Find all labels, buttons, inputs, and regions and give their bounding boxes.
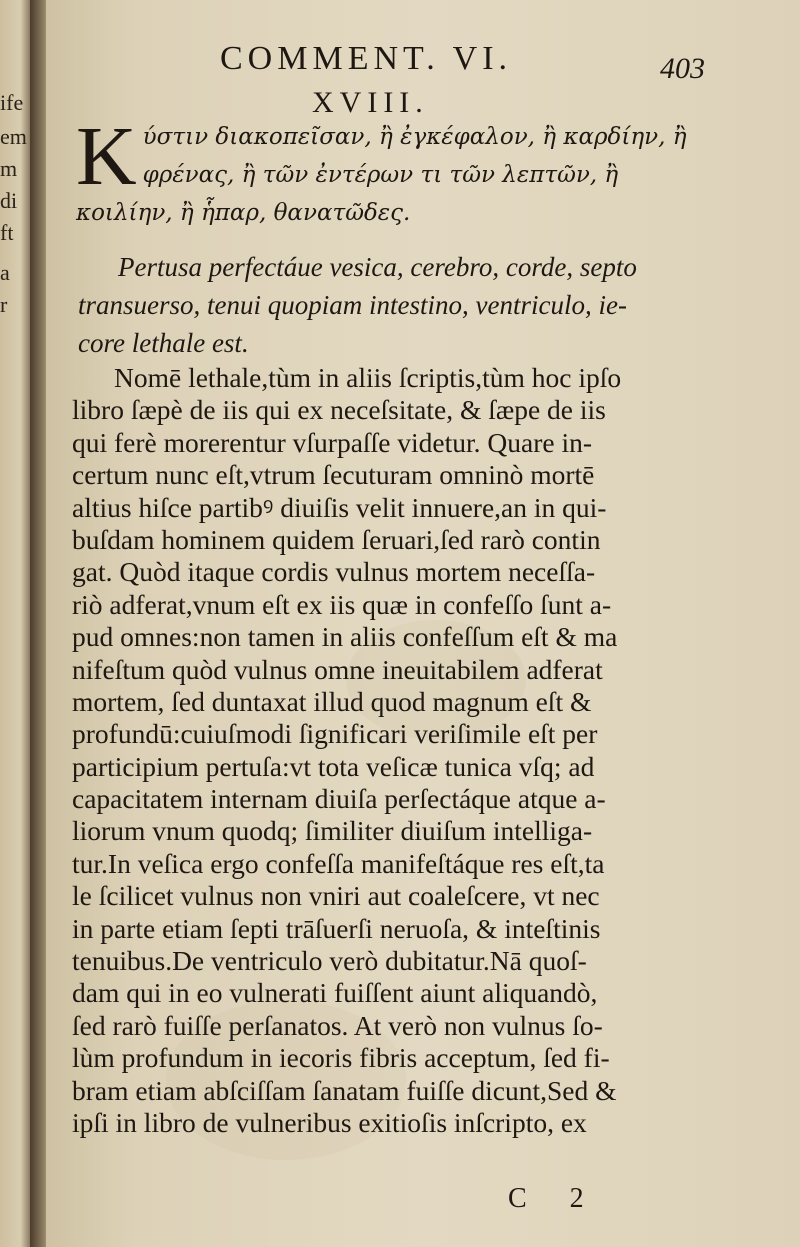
commentary-line: capacitatem internam diuiſa perſectáque atque a- [72,783,606,815]
greek-aphorism-text: ύστιν διακοπεῖσαν, ἢ ἐγκέφαλον, ἢ καρδίην, ἢ φρένας, ἢ τῶν ἐντέρων τι τῶν λεπτῶν, ἢ κοιλίην, ἢ ἧπαρ, θανατῶδες. [76,124,687,226]
commentary-line: nifeſtum quòd vulnus omne ineuitabilem adferat [72,653,603,685]
commentary-line: dam qui in eo vulnerati fuiſſent aiunt aliquandò, [72,977,598,1009]
commentary-line: gat. Quòd itaque cordis vulnus mortem neceſſa- [72,556,596,588]
greek-aphorism [76,110,716,232]
commentary-text [72,362,692,1139]
commentary-line: liorum vnum quodq; ſimiliter diuiſum intelliga- [72,815,593,847]
commentary-line: Nomē lethale,tùm in aliis ſcriptis,tùm hoc ipſo [114,362,622,393]
latin-aphorism [78,248,690,362]
commentary-line: altius hiſce partibꝰ diuiſis velit innuere,an in qui- [72,491,607,523]
margin-fragment: m [0,158,18,180]
commentary-line: in parte etiam ſepti trāſuerſi neruoſa, & inteſtinis [72,912,601,944]
commentary-line: ipſi in libro de vulneribus exitioſis inſcripto, ex [72,1106,587,1138]
commentary-line: le ſcilicet vulnus non vniri aut coaleſcere, vt nec [72,880,600,912]
margin-fragment: a [0,262,10,284]
commentary-line: certum nunc eſt,vtrum ſecuturam omninò mortē [72,459,595,491]
margin-fragment: ft [0,222,14,244]
page-number: 403 [660,52,705,85]
signature-mark: C 2 [508,1183,602,1214]
facing-page-edge [0,0,34,1247]
running-head: COMMENT. VI. [220,40,513,77]
margin-fragment: di [0,190,18,212]
commentary-line: riò adferat,vnum eſt ex iis quæ in confeſſo ſunt a- [72,588,612,620]
commentary-line: bram etiam abſciſſam ſanatam fuiſſe dicunt,Sed & [72,1074,617,1106]
latin-aphorism-line: transuerso, tenui quopiam intestino, ventriculo, ie- [78,290,627,320]
commentary-line: lùm profundum in iecoris fibris acceptum, ſed fi- [72,1042,610,1074]
commentary-line: qui ferè morerentur vſurpaſſe videtur. Quare in- [72,426,593,458]
margin-fragment: r [0,294,8,316]
commentary-line: buſdam hominem quidem ſeruari,ſed rarò contin [72,523,601,555]
commentary-line: tur.In veſica ergo confeſſa manifeſtáque res eſt,ta [72,847,605,879]
latin-aphorism-line: Pertusa perfectáue vesica, cerebro, corde, septo [118,252,637,282]
commentary-line: tenuibus.De ventriculo verò dubitatur.Nā quoſ- [72,945,587,977]
latin-aphorism-line: core lethale est. [78,328,249,358]
drop-cap: K [76,110,137,203]
margin-fragment: ife [0,92,24,114]
commentary-line: libro ſæpè de iis qui ex neceſsitate, & ſæpe de iis [72,394,606,426]
margin-fragment: em [0,126,27,148]
commentary-line: pud omnes:non tamen in aliis confeſſum eſt & ma [72,621,618,653]
commentary-line: mortem, ſed duntaxat illud quod magnum eſt & [72,685,592,717]
aphorism-number: XVIII. [312,86,429,119]
book-page [46,0,800,1247]
commentary-line: participium pertuſa:vt tota veſicæ tunica vſq; ad [72,750,595,782]
commentary-line: profundū:cuiuſmodi ſignificari veriſimile eſt per [72,718,598,750]
commentary-line: ſed rarò fuiſſe perſanatos. At verò non vulnus ſo- [72,1009,603,1041]
